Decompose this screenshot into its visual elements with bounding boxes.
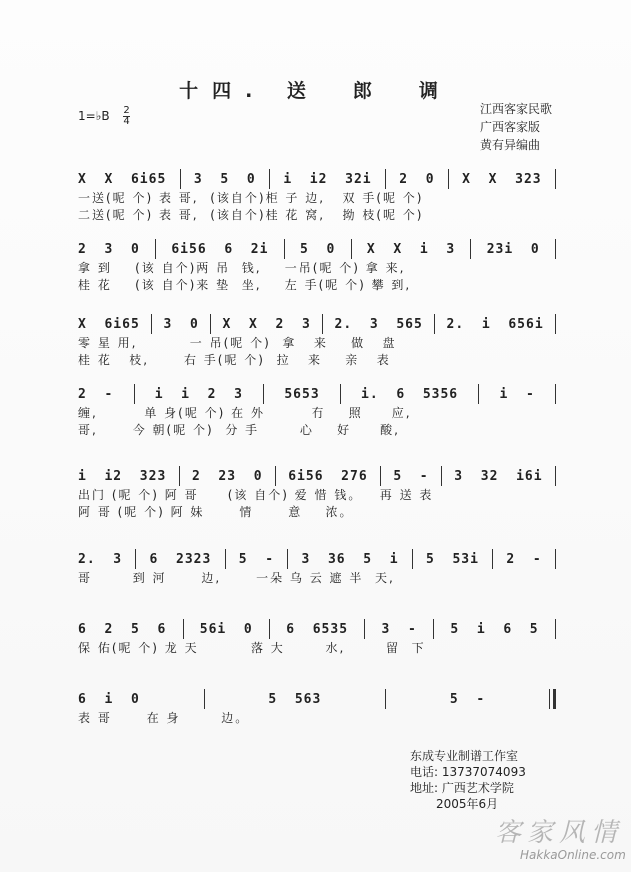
bar-line	[287, 549, 288, 569]
notes-line	[78, 688, 560, 710]
bar-line	[180, 169, 181, 189]
measure: X X 6i65	[78, 171, 167, 187]
time-top: 2	[123, 105, 130, 116]
measure: 5 563	[268, 691, 322, 707]
bar-line	[275, 466, 276, 486]
bar-line	[380, 466, 381, 486]
bar-line	[412, 549, 413, 569]
bar-line	[492, 549, 493, 569]
score-system	[78, 618, 560, 657]
bar-line	[470, 239, 471, 259]
lyrics-line: 桂 花 枝, 右 手(呢 个) 拉 来 亲 表	[78, 353, 391, 367]
measure: 23i 0	[486, 241, 540, 257]
footer-phone: 电话: 13737074093	[410, 765, 526, 779]
notes-line	[78, 465, 560, 487]
notes-line	[78, 618, 560, 640]
measure: 2. 3 565	[334, 316, 423, 332]
bar-line	[555, 619, 556, 639]
bar-line	[555, 314, 556, 334]
bar-line	[555, 239, 556, 259]
bar-line	[269, 169, 270, 189]
measure: X X 2 3	[222, 316, 311, 332]
lyrics-line: 保 佑(呢 个) 龙 天 落 大 水, 留 下	[78, 641, 426, 655]
measure: 6 i 0	[78, 691, 140, 707]
time-bottom: 4	[123, 116, 130, 127]
bar-line	[433, 619, 434, 639]
measure: 5 -	[238, 551, 275, 567]
bar-line	[204, 689, 205, 709]
measure: i. 6 5356	[361, 386, 459, 402]
measure: X 6i65	[78, 316, 140, 332]
lyrics-line: 哥 到 河 边, 一朵 乌 云 遮 半 天,	[78, 571, 395, 585]
credit-origin: 江西客家民歌	[480, 102, 553, 116]
bar-line	[364, 619, 365, 639]
key-label: 1=♭B	[78, 109, 110, 123]
score-system	[78, 465, 560, 521]
bar-line	[434, 314, 435, 334]
bar-line	[555, 466, 556, 486]
lyrics-line: 一送(呢 个) 表 哥, (该自个)柜 子 边, 双 手(呢 个)	[78, 191, 424, 205]
measure: X X i 3	[366, 241, 456, 257]
bar-line	[135, 549, 136, 569]
time-signature	[123, 106, 129, 127]
bar-line	[155, 239, 156, 259]
bar-line	[549, 689, 556, 709]
notes-line	[78, 313, 560, 335]
score-system	[78, 548, 560, 587]
bar-line	[385, 169, 386, 189]
measure: 6 6535	[286, 621, 349, 637]
measure: 2 -	[78, 386, 114, 402]
bar-line	[183, 619, 184, 639]
bar-line	[322, 314, 323, 334]
measure: 5 -	[393, 468, 429, 484]
bar-line	[225, 549, 226, 569]
measure: 3 0	[163, 316, 199, 332]
measure: 5 i 6 5	[450, 621, 539, 637]
measure: i -	[499, 386, 535, 402]
lyrics-line: 哥, 今 朝(呢 个) 分 手 心 好 酸,	[78, 423, 400, 437]
measure: 6 2 5 6	[78, 621, 167, 637]
lyrics-line: 缠, 单 身(呢 个) 在 外 冇 照 应,	[78, 406, 412, 420]
bar-line	[555, 169, 556, 189]
measure: i i 2 3	[154, 386, 243, 402]
lyrics-line: 桂 花 (该 自个)来 垫 坐, 左 手(呢 个) 攀 到,	[78, 278, 412, 292]
score-system	[78, 383, 560, 439]
measure: 5 0	[300, 241, 336, 257]
lyrics-line: 阿 哥 (呢 个) 阿 妹 情 意 浓。	[78, 505, 354, 519]
measure: X X 323	[462, 171, 542, 187]
measure: 5 53i	[425, 551, 479, 567]
notes-line	[78, 168, 560, 190]
measure: 2 3 0	[78, 241, 140, 257]
bar-line	[351, 239, 352, 259]
score-system	[78, 168, 560, 224]
measure: 6i56 6 2i	[171, 241, 269, 257]
measure: 5653	[284, 386, 320, 402]
measure: 2 23 0	[191, 468, 263, 484]
lyrics-line: 表 哥 在 身 边。	[78, 711, 250, 725]
measure: 6i56 276	[288, 468, 368, 484]
bar-line	[448, 169, 449, 189]
bar-line	[385, 689, 386, 709]
measure: 2 0	[399, 171, 435, 187]
bar-line	[555, 549, 556, 569]
footer-date: 2005年6月	[436, 797, 499, 811]
bar-line	[210, 314, 211, 334]
score-system	[78, 688, 560, 727]
measure: 3 5 0	[193, 171, 256, 187]
bar-line	[284, 239, 285, 259]
credits	[480, 100, 552, 154]
measure: 3 36 5 i	[301, 551, 399, 567]
bar-line	[151, 314, 152, 334]
measure: 2. 3	[78, 551, 123, 567]
measure: 3 32 i6i	[454, 468, 543, 484]
footer-info	[410, 748, 526, 812]
bar-line	[134, 384, 135, 404]
measure: 56i 0	[199, 621, 253, 637]
score-system	[78, 313, 560, 369]
score-system	[78, 238, 560, 294]
credit-arranger: 黄有异编曲	[480, 138, 541, 152]
measure: 5 -	[449, 691, 486, 707]
lyrics-line: 拿 到 (该 自个)两 吊 钱, 一吊(呢 个) 拿 来,	[78, 261, 406, 275]
bar-line	[340, 384, 341, 404]
measure: 2. i 656i	[446, 316, 544, 332]
credit-version: 广西客家版	[480, 120, 541, 134]
bar-line	[441, 466, 442, 486]
bar-line	[263, 384, 264, 404]
notes-line	[78, 383, 560, 405]
key-signature	[78, 106, 130, 127]
bar-line	[555, 384, 556, 404]
notes-line	[78, 548, 560, 570]
lyrics-line: 出门 (呢 个) 阿 哥 (该 自个) 爱 惜 钱。 再 送 表	[78, 488, 434, 502]
footer-address: 地址: 广西艺术学院	[410, 781, 514, 795]
song-title: 十四. 送 郎 调	[179, 80, 452, 102]
bar-line	[179, 466, 180, 486]
bar-line	[478, 384, 479, 404]
footer-studio: 东成专业制谱工作室	[410, 749, 519, 763]
measure: i i2 323	[78, 468, 167, 484]
lyrics-line: 零 星 用, 一 吊(呢 个) 拿 来 做 盘	[78, 336, 397, 350]
watermark-logo: 客家风情	[495, 818, 624, 848]
bar-line	[269, 619, 270, 639]
notes-line	[78, 238, 560, 260]
measure: 2 -	[506, 551, 542, 567]
lyrics-line: 二送(呢 个) 表 哥, (该自个)桂 花 窝, 拗 枝(呢 个)	[78, 208, 424, 222]
watermark-site: HakkaOnline.com	[520, 848, 626, 862]
measure: 3 -	[381, 621, 417, 637]
measure: i i2 32i	[283, 171, 372, 187]
measure: 6 2323	[149, 551, 212, 567]
